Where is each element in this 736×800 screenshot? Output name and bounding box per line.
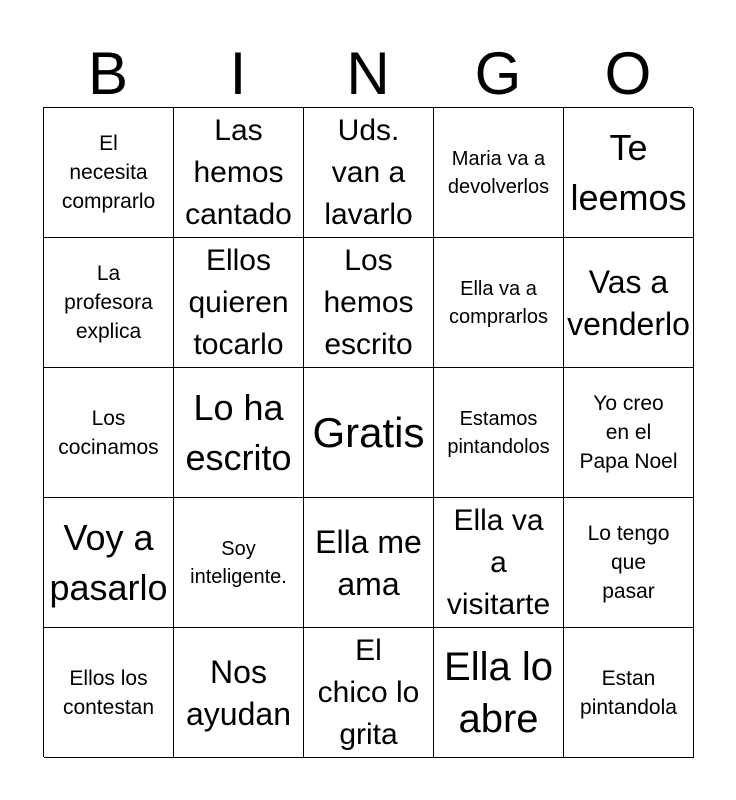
bingo-cell [434, 368, 564, 498]
header-letter-o: O [604, 40, 652, 107]
free-space-text: Gratis [312, 408, 425, 456]
cell-text: Voy a pasarlo [49, 516, 168, 608]
bingo-cell [304, 628, 434, 758]
bingo-cell [304, 368, 434, 498]
bingo-cell [434, 108, 564, 238]
cell-text: Ella va a comprarlos [449, 277, 548, 328]
cell-text: Ella lo abre [444, 644, 553, 741]
cell-text: Estamos pintandolos [447, 407, 550, 458]
bingo-header [43, 40, 693, 108]
bingo-cell [434, 628, 564, 758]
bingo-cell [304, 108, 434, 238]
cell-text: Yo creo en el Papa Noel [579, 392, 678, 473]
cell-text: Uds. van a lavarlo [324, 113, 413, 231]
bingo-cell [174, 498, 304, 628]
cell-text: Los cocinamos [58, 406, 159, 459]
cell-text: Soy inteligente. [190, 537, 287, 588]
bingo-cell [44, 108, 174, 238]
bingo-cell [44, 368, 174, 498]
header-letter-i: I [229, 40, 247, 107]
bingo-cell [44, 628, 174, 758]
cell-text: Estan pintandola [580, 666, 677, 719]
bingo-cell [434, 498, 564, 628]
cell-text: Maria va a devolverlos [447, 147, 550, 198]
bingo-cell [174, 628, 304, 758]
bingo-cell [564, 498, 694, 628]
bingo-cell [304, 238, 434, 368]
cell-text: Nos ayudan [186, 653, 291, 732]
bingo-cell [304, 498, 434, 628]
bingo-cell [174, 108, 304, 238]
bingo-cell [434, 238, 564, 368]
cell-text: Los hemos escrito [323, 243, 414, 361]
cell-text: Vas a venderlo [567, 263, 690, 342]
cell-text: Ella va a visitarte [446, 503, 551, 621]
bingo-cell [564, 628, 694, 758]
bingo-cell [174, 238, 304, 368]
cell-text: Ellos quieren tocarlo [188, 243, 289, 361]
cell-text: Lo ha escrito [185, 386, 292, 478]
bingo-cell [44, 498, 174, 628]
bingo-cell [564, 108, 694, 238]
header-letter-g: G [474, 40, 522, 107]
bingo-cell [174, 368, 304, 498]
cell-text: El necesita comprarlo [61, 132, 156, 213]
cell-text: Las hemos cantado [185, 113, 292, 231]
header-letter-b: B [87, 40, 129, 107]
bingo-cell [564, 238, 694, 368]
cell-text: El chico lo grita [317, 633, 420, 751]
cell-text: Lo tengo que pasar [587, 522, 670, 603]
cell-text: La profesora explica [64, 262, 153, 343]
cell-text: Ellos los contestan [62, 666, 155, 719]
header-letter-n: N [346, 40, 390, 107]
cell-text: Ella me ama [315, 523, 422, 602]
bingo-board [43, 107, 693, 757]
bingo-cell [564, 368, 694, 498]
bingo-cell [44, 238, 174, 368]
cell-text: Te leemos [570, 126, 687, 218]
